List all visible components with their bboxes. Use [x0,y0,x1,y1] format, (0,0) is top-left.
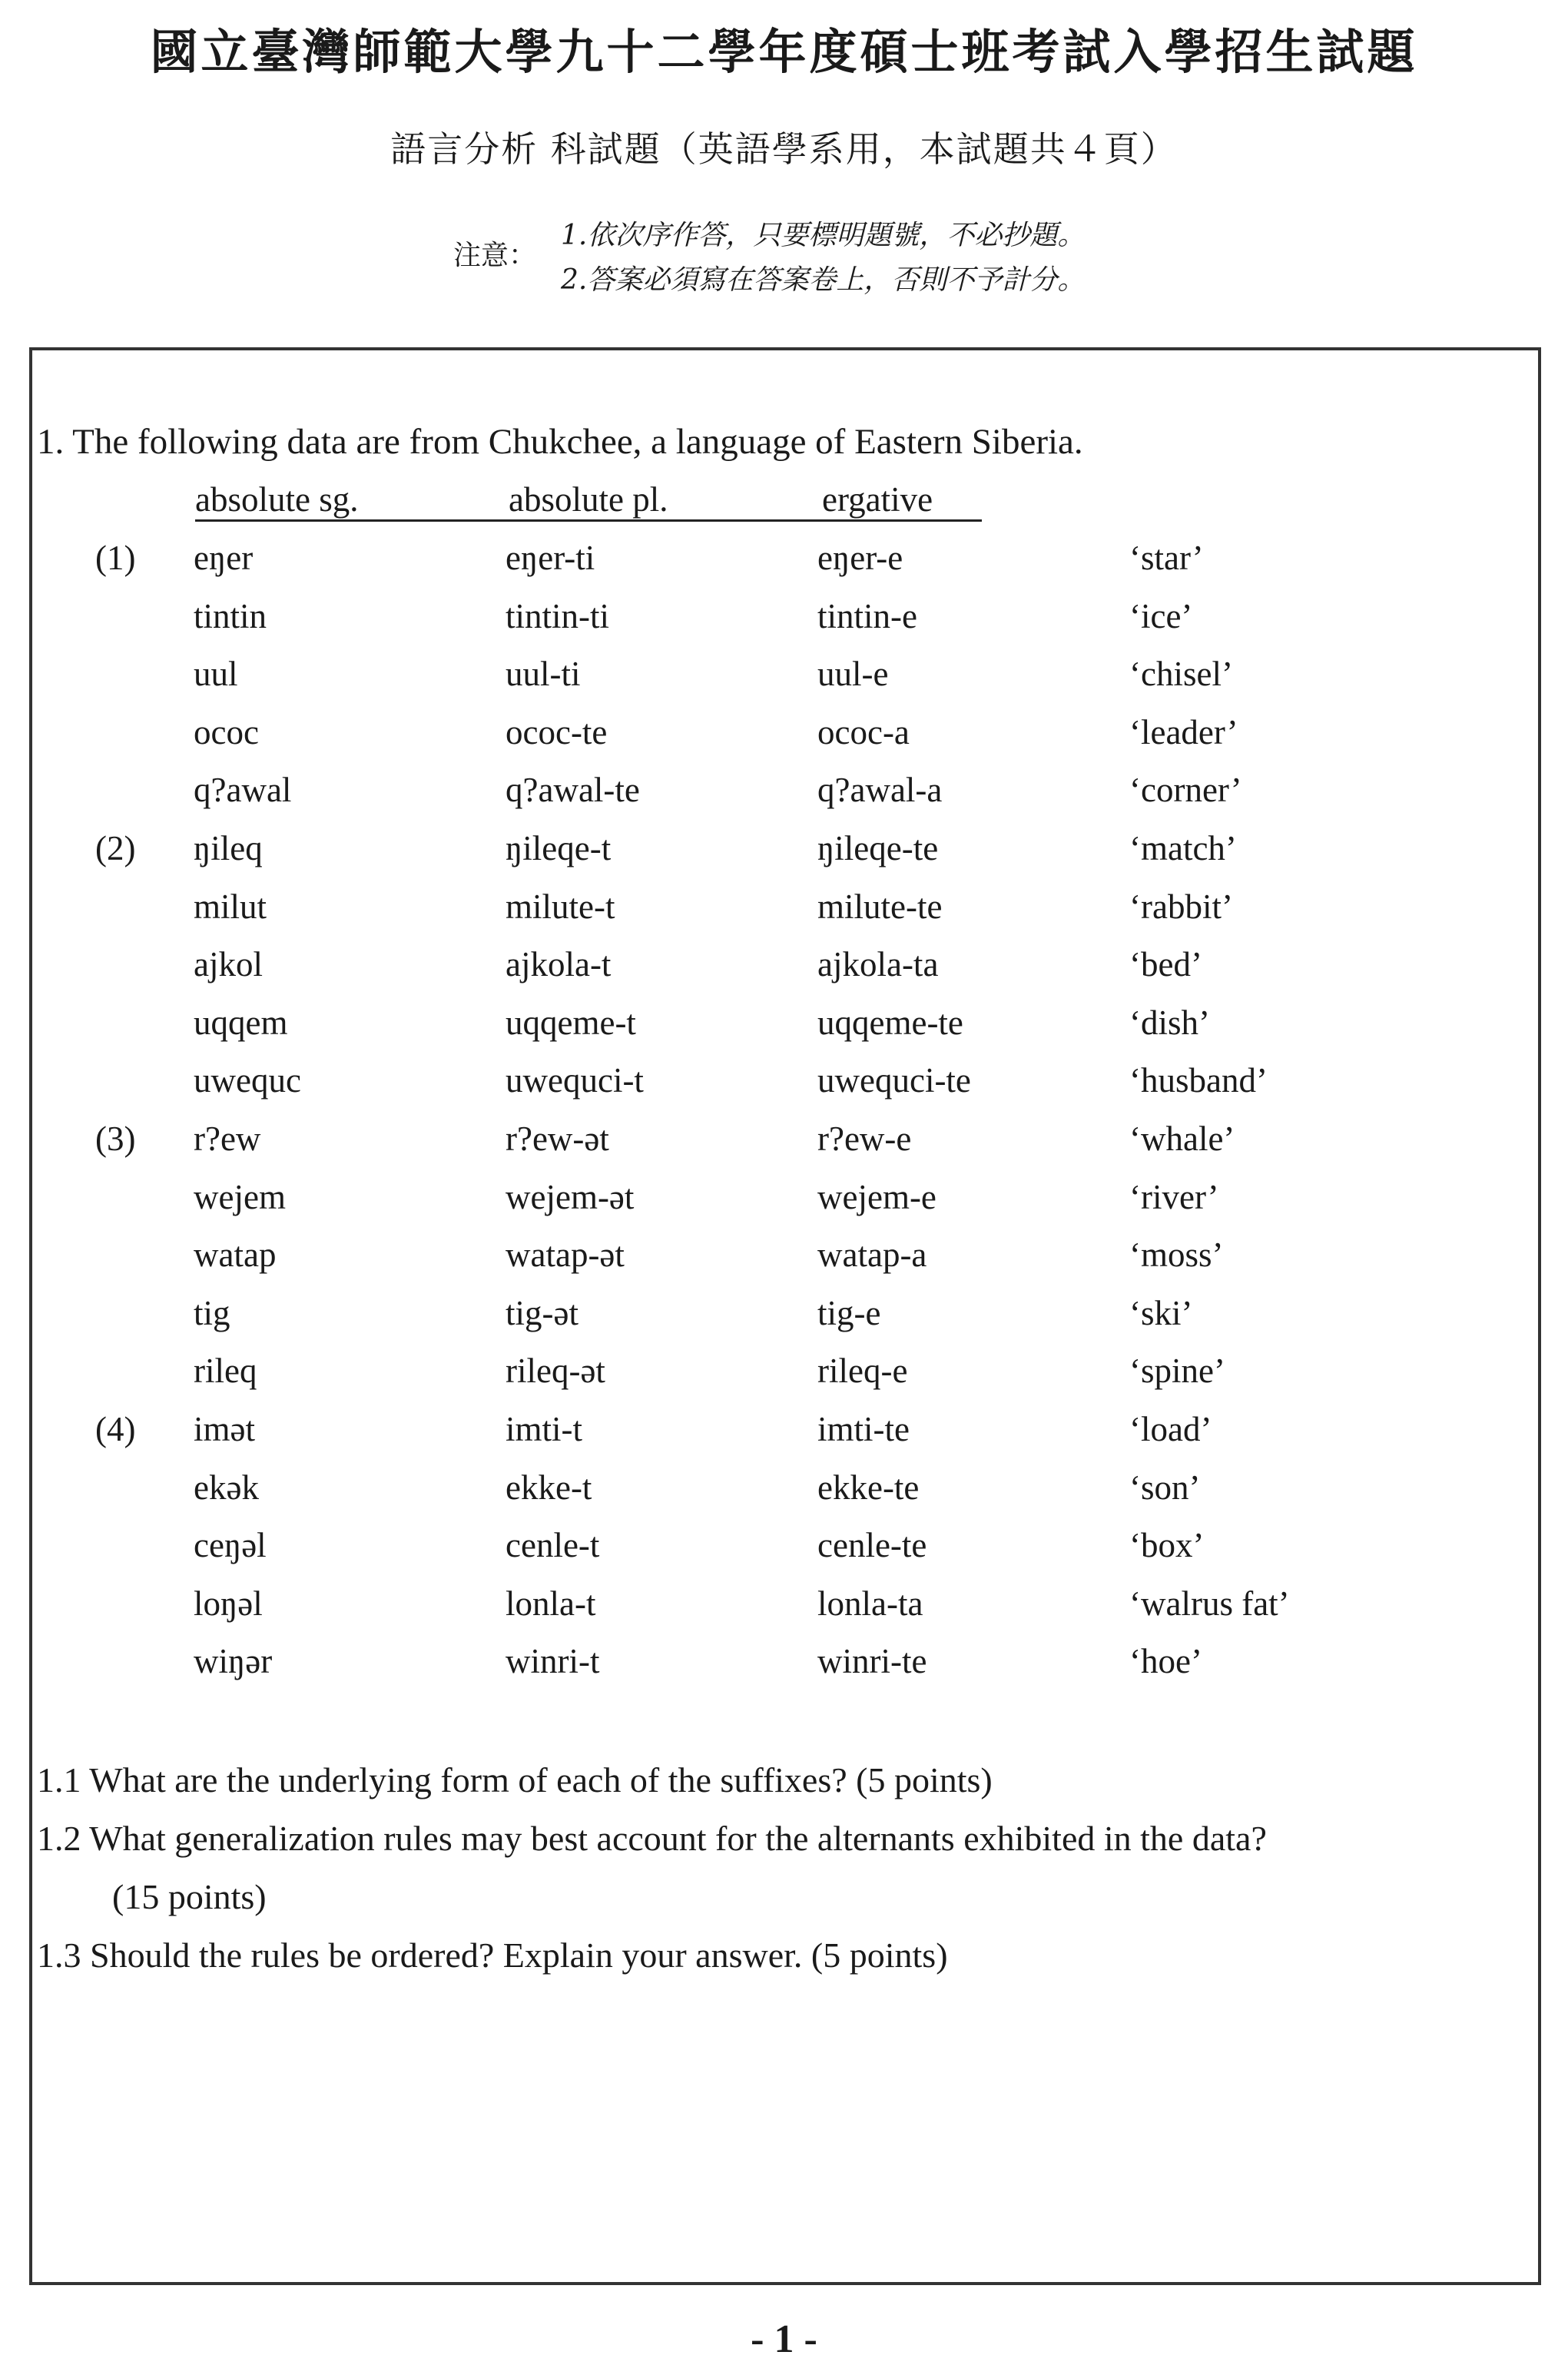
cell-absolute-sg: rileq [194,1352,257,1391]
subquestion-1-1: 1.1 What are the underlying form of each of the suffixes? (5 points) [37,1760,993,1799]
table-row [0,1119,1568,1176]
cell-gloss: ‘bed’ [1129,945,1202,984]
cell-absolute-pl: tintin-ti [506,596,609,635]
table-row [0,828,1568,885]
table-row [0,944,1568,1001]
group-number: (3) [95,1120,136,1158]
cell-absolute-sg: uwequc [194,1061,301,1100]
cell-gloss: ‘load’ [1129,1410,1212,1448]
cell-absolute-sg: ceŋəl [194,1526,267,1565]
cell-ergative: ekke-te [817,1468,920,1507]
cell-gloss: ‘moss’ [1129,1236,1224,1275]
subquestion-1-3: 1.3 Should the rules be ordered? Explain your answer. (5 points) [37,1935,948,1975]
cell-ergative: imti-te [817,1410,910,1448]
cell-absolute-pl: ajkola-t [506,945,612,984]
table-row [0,1641,1568,1698]
cell-absolute-sg: uul [194,655,238,694]
cell-ergative: ŋileqe-te [817,829,939,867]
cell-absolute-pl: wejem-ət [506,1177,635,1216]
column-header-underline [195,519,982,522]
cell-absolute-pl: eŋer-ti [506,539,595,577]
cell-absolute-sg: wejem [194,1177,286,1216]
cell-ergative: milute-te [817,887,943,926]
column-header-absolute-pl: absolute pl. [509,480,668,519]
table-row [0,1293,1568,1350]
cell-absolute-sg: r?ew [194,1120,261,1158]
table-row [0,1584,1568,1640]
cell-absolute-pl: rileq-ət [506,1352,605,1391]
cell-absolute-sg: eŋer [194,539,254,577]
notice-item-2: 2.答案必須寫在答案卷上，否則不予計分。 [561,264,1086,296]
cell-gloss: ‘dish’ [1129,1003,1210,1042]
cell-absolute-sg: ococ [194,712,259,751]
notice-label: 注意： [453,240,537,271]
cell-absolute-sg: wiŋər [194,1642,273,1681]
cell-absolute-sg: ŋileq [194,829,263,867]
cell-absolute-pl: r?ew-ət [506,1120,609,1158]
cell-absolute-sg: tintin [194,596,267,635]
page-number: - 1 - [751,2317,817,2361]
table-row [0,538,1568,595]
cell-absolute-sg: watap [194,1236,277,1275]
cell-absolute-sg: uqqem [194,1003,288,1042]
cell-gloss: ‘husband’ [1129,1061,1268,1100]
cell-absolute-sg: tig [194,1293,230,1332]
group-number: (4) [95,1410,136,1448]
cell-gloss: ‘leader’ [1129,712,1238,751]
group-number: (1) [95,539,136,577]
cell-absolute-sg: ajkol [194,945,263,984]
cell-ergative: uqqeme-te [817,1003,963,1042]
column-header-ergative: ergative [822,480,933,519]
table-row [0,1468,1568,1524]
cell-ergative: tig-e [817,1293,881,1332]
table-row [0,596,1568,653]
cell-gloss: ‘spine’ [1129,1352,1225,1391]
cell-absolute-pl: lonla-t [506,1584,596,1623]
cell-ergative: tintin-e [817,596,917,635]
cell-ergative: wejem-e [817,1177,936,1216]
cell-absolute-pl: watap-ət [506,1236,625,1275]
cell-ergative: rileq-e [817,1352,908,1391]
cell-ergative: cenle-te [817,1526,927,1565]
cell-ergative: ajkola-ta [817,945,939,984]
table-row [0,1525,1568,1582]
question-intro: 1. The following data are from Chukchee, a language of Eastern Siberia. [37,422,1083,462]
cell-ergative: lonla-ta [817,1584,923,1623]
cell-absolute-pl: ococ-te [506,712,608,751]
cell-ergative: r?ew-e [817,1120,912,1158]
cell-absolute-pl: uqqeme-t [506,1003,636,1042]
cell-absolute-pl: uwequci-t [506,1061,644,1100]
table-row [0,1351,1568,1408]
cell-ergative: q?awal-a [817,771,943,810]
cell-gloss: ‘ski’ [1129,1293,1193,1332]
cell-gloss: ‘corner’ [1129,771,1242,810]
cell-gloss: ‘whale’ [1129,1120,1235,1158]
cell-absolute-pl: imti-t [506,1410,582,1448]
exam-title: 國立臺灣師範大學九十二學年度碩士班考試入學招生試題 [150,24,1418,80]
cell-absolute-sg: ekək [194,1468,259,1507]
group-number: (2) [95,829,136,867]
cell-ergative: watap-a [817,1236,927,1275]
cell-absolute-sg: q?awal [194,771,292,810]
table-row [0,1409,1568,1466]
table-row [0,712,1568,769]
cell-gloss: ‘rabbit’ [1129,887,1233,926]
cell-ergative: winri-te [817,1642,927,1681]
cell-absolute-pl: tig-ət [506,1293,578,1332]
cell-gloss: ‘river’ [1129,1177,1219,1216]
table-row [0,1060,1568,1117]
column-header-absolute-sg: absolute sg. [195,480,359,519]
cell-ergative: uul-e [817,655,889,694]
cell-ergative: ococ-a [817,712,910,751]
table-row [0,654,1568,711]
table-row [0,1177,1568,1234]
cell-absolute-pl: milute-t [506,887,615,926]
cell-ergative: eŋer-e [817,539,903,577]
subquestion-1-2-points: (15 points) [112,1877,267,1916]
exam-subtitle: 語言分析 科試題（英語學系用，本試題共４頁） [390,128,1178,170]
cell-absolute-sg: loŋəl [194,1584,263,1623]
cell-absolute-pl: winri-t [506,1642,600,1681]
cell-gloss: ‘star’ [1129,539,1204,577]
cell-absolute-sg: milut [194,887,267,926]
table-row [0,1235,1568,1292]
cell-gloss: ‘match’ [1129,829,1237,867]
cell-gloss: ‘hoe’ [1129,1642,1202,1681]
cell-ergative: uwequci-te [817,1061,971,1100]
cell-absolute-sg: imət [194,1410,255,1448]
cell-gloss: ‘son’ [1129,1468,1201,1507]
cell-gloss: ‘box’ [1129,1526,1205,1565]
cell-gloss: ‘chisel’ [1129,655,1233,694]
cell-absolute-pl: ekke-t [506,1468,592,1507]
table-row [0,770,1568,827]
cell-absolute-pl: cenle-t [506,1526,600,1565]
subquestion-1-2: 1.2 What generalization rules may best account for the alternants exhibited in the data? [37,1819,1267,1858]
cell-gloss: ‘ice’ [1129,596,1193,635]
table-row [0,887,1568,944]
table-row [0,1003,1568,1060]
cell-absolute-pl: q?awal-te [506,771,640,810]
cell-absolute-pl: ŋileqe-t [506,829,612,867]
cell-gloss: ‘walrus fat’ [1129,1584,1290,1623]
notice-item-1: 1.依次序作答，只要標明題號，不必抄題。 [561,220,1086,251]
cell-absolute-pl: uul-ti [506,655,581,694]
